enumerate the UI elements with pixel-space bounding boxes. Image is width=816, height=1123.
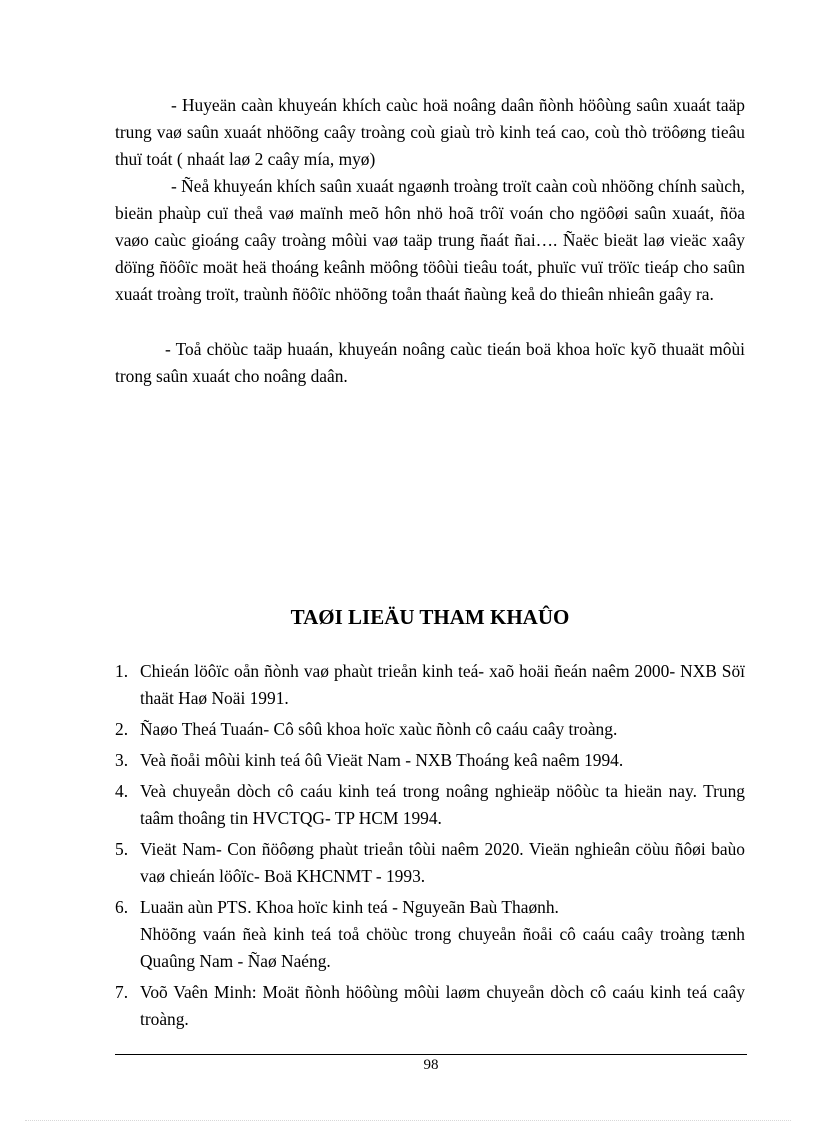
reference-item [115,979,745,1033]
reference-number: 3. [115,750,129,770]
reference-text: Veà chuyeån dòch cô caáu kinh teá trong noâng nghieäp nöôùc ta hieän nay. Trung taâm thoâng tin HVCTQG- TP HCM 1994. [140,781,745,828]
reference-item [115,778,745,832]
reference-item [115,716,745,743]
reference-text: Chieán löôïc oån ñònh vaø phaùt trieån kinh teá- xaõ hoäi ñeán naêm 2000- NXB Söï thaät Haø Noäi 1991. [140,661,745,708]
reference-number: 5. [115,839,129,859]
reference-text: Luaän aùn PTS. Khoa hoïc kinh teá - Nguyeãn Baù Thaønh. [140,897,559,917]
references-heading: TAØI LIEÄU THAM KHAÛO [290,605,570,629]
paragraph-3: - Toå chöùc taäp huaán, khuyeán noâng caùc tieán boä khoa hoïc kyõ thuaät môùi trong saûn xuaát cho noâng daân. [115,339,745,386]
reference-text: Veà ñoåi môùi kinh teá ôû Vieät Nam - NXB Thoáng keâ naêm 1994. [140,750,624,770]
reference-number: 1. [115,661,129,681]
paragraph-2: - Ñeå khuyeán khích saûn xuaát ngaønh troàng troït caàn coù nhöõng chính saùch, bieän phaùp cuï theå vaø maïnh meõ hôn nhö hoã trôï voán cho ngöôøi saûn xuaát, ñöa vaøo caùc gioáng caây troàng môùi vaø taäp trung ñaát ñai…. Ñaëc bieät laø vieäc xaây döïng ñöôïc moät heä thoáng keânh möông töôùi tieâu toát, phuïc vuï tröïc tieáp cho saûn xuaát troàng troït, traùnh ñöôïc nhöõng toån thaát ñaùng keå do thieân nhieân gaây ra. [115,176,745,304]
reference-number: 4. [115,781,129,801]
reference-number: 2. [115,719,129,739]
reference-text: Vieät Nam- Con ñöôøng phaùt trieån tôùi naêm 2020. Vieän nghieân cöùu ñôøi baùo vaø chieán löôïc- Boä KHCNMT - 1993. [140,839,745,886]
reference-text: Voõ Vaên Minh: Moät ñònh höôùng môùi laøm chuyeån dòch cô caáu kinh teá caây troàng. [140,982,745,1029]
page-bottom-border [25,1120,791,1121]
reference-number: 7. [115,982,129,1002]
paragraph-1: - Huyeän caàn khuyeán khích caùc hoä noâng daân ñònh höôùng saûn xuaát taäp trung vaø saûn xuaát nhöõng caây troàng coù giaù trò kinh teá cao, coù thò tröôøng tieâu thuï toát ( nhaát laø 2 caây mía, myø) [115,95,745,169]
reference-number: 6. [115,897,129,917]
footer-divider [115,1054,747,1055]
reference-item [115,658,745,712]
reference-item [115,747,745,774]
reference-item [115,836,745,890]
page-number: 98 [423,1057,439,1073]
reference-text: Ñaøo Theá Tuaán- Cô sôû khoa hoïc xaùc ñònh cô caáu caây troàng. [140,719,618,739]
reference-text: Nhöõng vaán ñeà kinh teá toå chöùc trong chuyeån ñoåi cô caáu caây troàng tænh Quaûng Nam - Ñaø Naéng. [140,924,745,971]
reference-item [115,894,745,975]
references-list [115,658,745,1037]
